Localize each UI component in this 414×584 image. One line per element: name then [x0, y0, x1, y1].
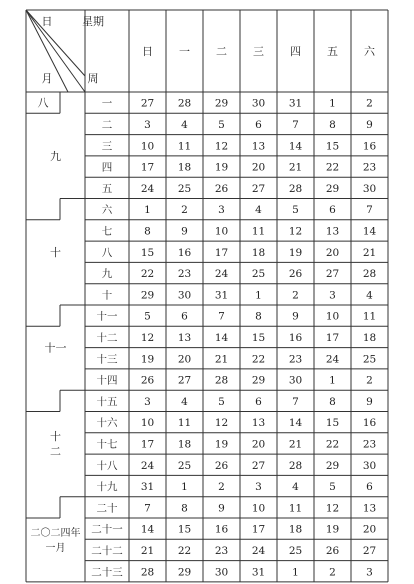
day-cell: 20	[362, 523, 377, 536]
day-cell: 6	[255, 395, 262, 408]
day-cell: 23	[177, 268, 192, 281]
month-label: 十	[50, 245, 61, 259]
day-cell: 5	[218, 118, 225, 131]
week-number: 六	[101, 204, 113, 217]
table-row	[102, 288, 373, 301]
day-cell: 22	[177, 544, 192, 557]
day-cell: 29	[325, 182, 340, 195]
day-cell: 21	[288, 438, 303, 451]
week-number: 十二	[96, 331, 118, 344]
day-cell: 17	[325, 331, 340, 344]
day-cell: 8	[255, 310, 262, 323]
day-cell: 23	[214, 544, 229, 557]
day-cell: 22	[325, 161, 340, 174]
day-cell: 24	[214, 268, 229, 281]
day-cell: 26	[214, 459, 229, 472]
day-cell: 6	[255, 118, 262, 131]
table-row	[102, 224, 377, 237]
day-cell: 17	[214, 246, 229, 259]
day-cell: 16	[362, 140, 377, 153]
day-cell: 30	[362, 182, 377, 195]
day-cell: 12	[214, 140, 229, 153]
day-cell: 1	[329, 97, 336, 110]
day-cell: 5	[329, 481, 336, 494]
day-cell: 15	[140, 246, 155, 259]
day-cell: 15	[177, 523, 192, 536]
day-cell: 3	[366, 566, 373, 579]
day-cell: 4	[181, 395, 188, 408]
header-diagonal	[26, 10, 85, 92]
month-label: 九	[50, 149, 61, 163]
day-cell: 10	[251, 502, 266, 515]
day-cell: 13	[177, 331, 192, 344]
day-cell: 20	[325, 246, 340, 259]
table-row	[97, 459, 377, 472]
day-cell: 25	[288, 544, 303, 557]
day-cell: 25	[177, 182, 192, 195]
table-row	[97, 480, 374, 493]
day-cell: 29	[214, 97, 229, 110]
header-label-yue: 月	[41, 72, 53, 85]
month-label: 一月	[45, 542, 66, 554]
day-cell: 14	[214, 331, 229, 344]
day-cell: 21	[362, 246, 377, 259]
day-cell: 9	[181, 225, 188, 238]
day-cell: 14	[362, 225, 377, 238]
day-cell: 8	[329, 118, 336, 131]
day-cell: 24	[325, 353, 340, 366]
day-cell: 14	[288, 417, 303, 430]
day-cell: 29	[325, 459, 340, 472]
week-number: 十五	[96, 395, 118, 408]
day-cell: 17	[251, 523, 266, 536]
week-number: 一	[101, 97, 113, 110]
week-number: 十一	[96, 310, 118, 323]
day-cell: 19	[140, 353, 155, 366]
weekday-header-0: 日	[142, 45, 153, 58]
day-cell: 24	[140, 182, 155, 195]
day-cell: 15	[325, 417, 340, 430]
day-cell: 30	[362, 459, 377, 472]
day-cell: 20	[251, 438, 266, 451]
day-cell: 31	[140, 481, 155, 494]
day-cell: 8	[181, 502, 188, 515]
day-cell: 10	[214, 225, 229, 238]
day-cell: 12	[288, 225, 303, 238]
day-cell: 8	[329, 395, 336, 408]
day-cell: 4	[366, 289, 373, 302]
week-number: 五	[101, 182, 113, 195]
table-row	[97, 501, 377, 514]
table-row	[91, 565, 373, 578]
day-cell: 18	[288, 523, 303, 536]
week-number: 二十	[96, 502, 118, 515]
weekday-header-4: 四	[290, 45, 301, 58]
day-cell: 31	[288, 97, 303, 110]
day-cell: 31	[214, 289, 229, 302]
table-row	[97, 374, 373, 387]
week-number: 七	[101, 225, 113, 238]
day-cell: 11	[288, 502, 303, 515]
header-label-zhou: 周	[87, 72, 99, 85]
table-row	[102, 183, 376, 195]
day-cell: 16	[177, 246, 192, 259]
day-cell: 3	[218, 204, 225, 217]
day-cell: 28	[140, 566, 155, 579]
day-cell: 10	[140, 417, 155, 430]
day-cell: 28	[288, 459, 303, 472]
table-row	[102, 247, 376, 259]
weekday-header-1: 一	[179, 45, 190, 58]
day-cell: 16	[288, 331, 303, 344]
week-number: 十六	[96, 417, 118, 430]
day-cell: 13	[362, 502, 377, 515]
day-cell: 2	[366, 374, 373, 387]
day-cell: 19	[214, 438, 229, 451]
table-row	[102, 204, 373, 216]
day-cell: 3	[255, 481, 262, 494]
day-cell: 2	[329, 566, 336, 579]
day-cell: 30	[177, 289, 192, 302]
week-number: 二	[101, 118, 113, 131]
day-cell: 29	[251, 374, 266, 387]
day-cell: 26	[140, 374, 155, 387]
day-cell: 24	[251, 544, 266, 557]
day-cell: 7	[292, 395, 299, 408]
day-cell: 11	[362, 310, 377, 323]
table-row	[102, 98, 373, 110]
day-cell: 6	[329, 204, 336, 217]
table-row	[102, 162, 376, 174]
week-number: 八	[101, 246, 113, 259]
week-number: 二十一	[91, 523, 123, 536]
table-row	[102, 140, 377, 152]
table-row	[97, 331, 377, 344]
table-row	[97, 395, 373, 408]
day-cell: 30	[214, 566, 229, 579]
week-number: 十八	[96, 459, 118, 472]
day-cell: 22	[251, 353, 266, 366]
day-cell: 23	[362, 438, 377, 451]
day-cell: 30	[288, 374, 303, 387]
day-cell: 1	[144, 204, 151, 217]
day-cell: 16	[362, 417, 377, 430]
week-number: 十七	[96, 438, 118, 451]
day-cell: 27	[325, 268, 340, 281]
day-cell: 22	[140, 268, 155, 281]
day-cell: 5	[144, 310, 151, 323]
day-cell: 18	[177, 161, 192, 174]
table-row	[91, 523, 376, 536]
day-cell: 14	[288, 140, 303, 153]
day-cell: 27	[251, 182, 266, 195]
day-cell: 1	[255, 289, 262, 302]
table-row	[97, 310, 377, 323]
day-cell: 6	[366, 481, 373, 494]
day-cell: 18	[251, 246, 266, 259]
day-cell: 5	[292, 204, 299, 217]
table-row	[97, 352, 377, 365]
day-cell: 6	[181, 310, 188, 323]
day-cell: 25	[251, 268, 266, 281]
day-cell: 3	[144, 118, 151, 131]
day-cell: 18	[177, 438, 192, 451]
day-cell: 22	[325, 438, 340, 451]
day-cell: 20	[251, 161, 266, 174]
table-row	[97, 416, 377, 429]
day-cell: 11	[177, 140, 192, 153]
month-label: 二	[50, 444, 61, 458]
day-cell: 29	[177, 566, 192, 579]
header-label-xingqi: 星期	[82, 15, 104, 28]
day-cell: 26	[214, 182, 229, 195]
table-row	[102, 267, 376, 280]
day-cell: 19	[214, 161, 229, 174]
week-number: 九	[101, 268, 113, 281]
day-cell: 4	[181, 118, 188, 131]
day-cell: 27	[251, 459, 266, 472]
day-cell: 8	[144, 225, 151, 238]
day-cell: 9	[292, 310, 299, 323]
day-cell: 13	[251, 140, 266, 153]
day-cell: 15	[251, 331, 266, 344]
table-row	[102, 119, 373, 131]
day-cell: 13	[325, 225, 340, 238]
day-cell: 21	[214, 353, 229, 366]
day-cell: 29	[140, 289, 155, 302]
table-row	[97, 437, 377, 450]
weekday-header-5: 五	[327, 45, 338, 58]
day-cell: 18	[362, 331, 377, 344]
day-cell: 5	[218, 395, 225, 408]
day-cell: 17	[140, 438, 155, 451]
day-cell: 16	[214, 523, 229, 536]
day-cell: 9	[218, 502, 225, 515]
day-cell: 1	[329, 374, 336, 387]
day-cell: 2	[218, 481, 225, 494]
weekday-header-2: 二	[216, 45, 227, 58]
day-cell: 25	[177, 459, 192, 472]
day-cell: 21	[288, 161, 303, 174]
day-cell: 13	[251, 417, 266, 430]
weekday-header-6: 六	[364, 45, 375, 58]
day-cell: 2	[292, 289, 299, 302]
day-cell: 19	[288, 246, 303, 259]
day-cell: 28	[214, 374, 229, 387]
day-cell: 30	[251, 97, 266, 110]
day-cell: 19	[325, 523, 340, 536]
table-header	[42, 14, 377, 85]
month-label: 十一	[44, 341, 67, 355]
day-cell: 9	[366, 395, 373, 408]
table-row	[91, 544, 376, 557]
day-cell: 12	[325, 502, 340, 515]
week-number: 三	[101, 140, 113, 153]
week-number: 十	[101, 289, 113, 302]
day-cell: 27	[177, 374, 192, 387]
day-cell: 28	[362, 268, 377, 281]
week-number: 十四	[96, 374, 118, 387]
day-cell: 2	[181, 204, 188, 217]
day-cell: 25	[362, 353, 377, 366]
day-cell: 7	[292, 118, 299, 131]
week-number: 十三	[96, 353, 118, 366]
day-cell: 7	[144, 502, 151, 515]
day-cell: 26	[325, 544, 340, 557]
month-label: 十	[50, 429, 61, 443]
day-cell: 4	[255, 204, 262, 217]
header-label-ri: 日	[41, 15, 53, 28]
day-cell: 10	[325, 310, 340, 323]
day-cell: 27	[140, 97, 155, 110]
day-cell: 17	[140, 161, 155, 174]
day-cell: 31	[251, 566, 266, 579]
day-cell: 7	[366, 204, 373, 217]
day-cell: 15	[325, 140, 340, 153]
day-cell: 11	[177, 417, 192, 430]
day-cell: 7	[218, 310, 225, 323]
week-number: 十九	[96, 481, 118, 494]
day-cell: 28	[177, 97, 192, 110]
day-cell: 24	[140, 459, 155, 472]
day-cell: 4	[292, 481, 299, 494]
day-cell: 12	[140, 331, 155, 344]
day-cell: 14	[140, 523, 155, 536]
day-cell: 1	[181, 481, 188, 494]
week-number: 二十二	[91, 544, 123, 557]
day-cell: 12	[214, 417, 229, 430]
day-cell: 10	[140, 140, 155, 153]
day-cell: 2	[366, 97, 373, 110]
day-cell: 1	[292, 566, 299, 579]
week-number: 四	[101, 161, 113, 174]
weekday-header-3: 三	[253, 45, 264, 58]
day-cell: 20	[177, 353, 192, 366]
day-cell: 26	[288, 268, 303, 281]
week-number: 二十三	[91, 566, 123, 579]
header-diagonal	[26, 10, 85, 76]
day-cell: 27	[362, 544, 377, 557]
day-cell: 11	[251, 225, 266, 238]
day-cell: 28	[288, 182, 303, 195]
day-cell: 3	[144, 395, 151, 408]
month-label: 二〇二四年	[30, 527, 81, 539]
month-label: 八	[37, 96, 49, 110]
day-cell: 9	[366, 118, 373, 131]
day-cell: 21	[140, 544, 155, 557]
day-cell: 3	[329, 289, 336, 302]
day-cell: 23	[288, 353, 303, 366]
day-cell: 23	[362, 161, 377, 174]
